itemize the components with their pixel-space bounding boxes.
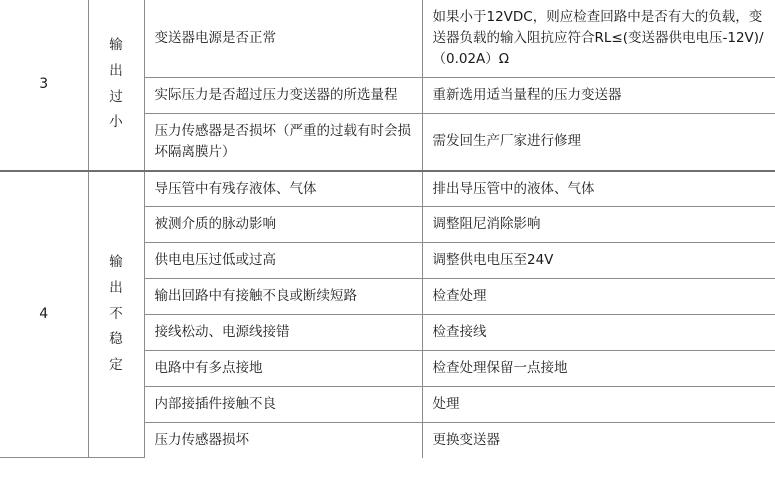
category-char: 输 <box>109 254 123 271</box>
cause-cell: 输出回路中有接触不良或断续短路 <box>144 279 422 315</box>
cause-cell: 压力传感器损坏 <box>144 422 422 457</box>
cause-cell: 压力传感器是否损坏（严重的过载有时会损坏隔离膜片） <box>144 113 422 170</box>
cause-cell: 接线松动、电源线接错 <box>144 315 422 351</box>
cause-cell: 供电电压过低或过高 <box>144 243 422 279</box>
fix-cell: 如果小于12VDC，则应检查回路中是否有大的负载，变送器负载的输入阻抗应符合RL≤(变送器供电电压-12V)/（0.02A）Ω <box>422 0 775 77</box>
cause-cell: 实际压力是否超过压力变送器的所选量程 <box>144 77 422 113</box>
fix-cell: 调整阻尼消除影响 <box>422 207 775 243</box>
category-char: 输 <box>109 37 123 54</box>
category-char: 出 <box>109 280 123 296</box>
cause-cell: 电路中有多点接地 <box>144 351 422 387</box>
fix-cell: 处理 <box>422 387 775 423</box>
table-row <box>0 171 775 207</box>
cause-cell: 内部接插件接触不良 <box>144 387 422 423</box>
table-row <box>0 0 775 77</box>
fault-category-cell <box>88 171 144 458</box>
cause-cell: 被测介质的脉动影响 <box>144 207 422 243</box>
cause-cell: 导压管中有残存液体、气体 <box>144 171 422 207</box>
category-char: 定 <box>109 356 123 373</box>
fix-cell: 检查接线 <box>422 315 775 351</box>
fix-cell: 调整供电电压至24V <box>422 243 775 279</box>
fault-category-cell <box>88 0 144 171</box>
category-char: 稳 <box>109 331 123 348</box>
fix-cell: 重新选用适当量程的压力变送器 <box>422 77 775 113</box>
fix-cell: 排出导压管中的液体、气体 <box>422 171 775 207</box>
fix-cell: 需发回生产厂家进行修理 <box>422 113 775 170</box>
category-char: 过 <box>109 88 123 105</box>
category-char: 出 <box>109 63 123 80</box>
category-char: 不 <box>109 305 123 322</box>
fix-cell: 更换变送器 <box>422 422 775 457</box>
row-number-cell: 4 <box>0 171 88 458</box>
cause-cell: 变送器电源是否正常 <box>144 0 422 77</box>
row-number-cell: 3 <box>0 0 88 171</box>
fix-cell: 检查处理 <box>422 279 775 315</box>
category-char: 小 <box>109 114 123 131</box>
fix-cell: 检查处理保留一点接地 <box>422 351 775 387</box>
